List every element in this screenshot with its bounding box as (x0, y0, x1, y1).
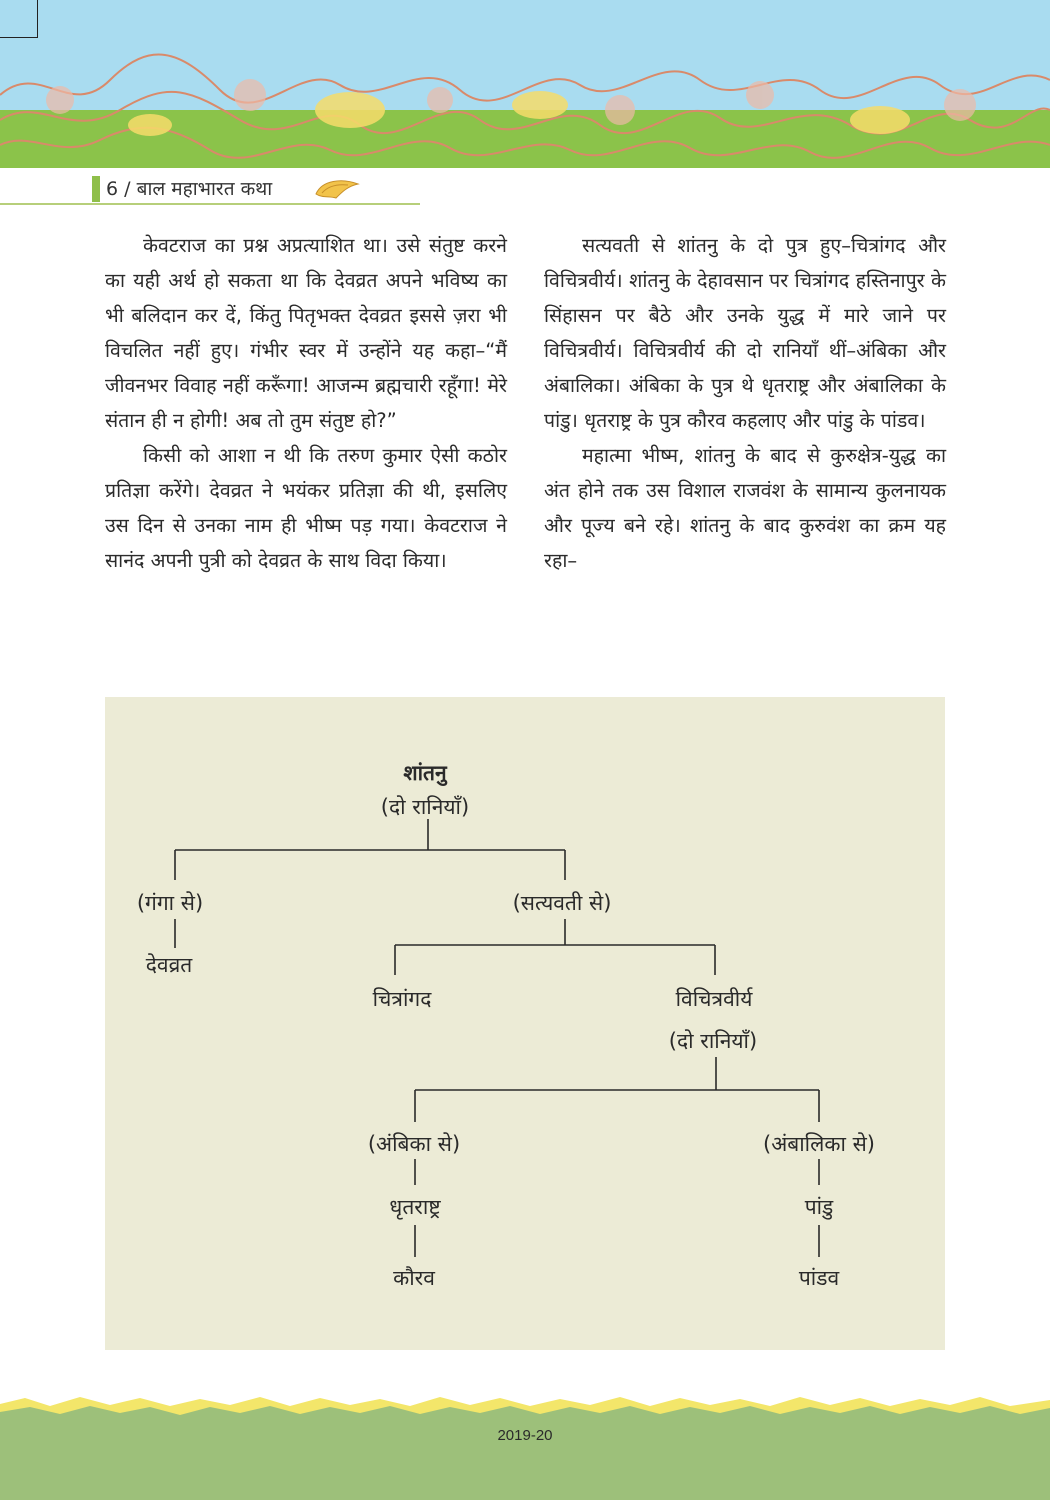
tree-node-devavrata: देवव्रत (145, 953, 193, 977)
footer-year: 2019-20 (497, 1427, 553, 1444)
tree-node-kauravas: कौरव (393, 1266, 435, 1290)
tree-node-ambalika: (अंबालिका से) (763, 1132, 875, 1156)
tree-node-pandu: पांडु (804, 1195, 834, 1219)
crop-mark (37, 0, 38, 38)
right-text-column (544, 228, 946, 578)
left-text-column (105, 228, 507, 578)
crop-mark (0, 37, 38, 38)
paragraph: किसी को आशा न थी कि तरुण कुमार ऐसी कठोर प्रतिज्ञा करेंगे। देवव्रत ने भयंकर प्रतिज्ञा की थी, इसलिए उस दिन से उनका नाम ही भीष्म पड़ गया। केवटराज ने सानंद अपनी पुत्री को देवव्रत के साथ विदा किया। (105, 444, 507, 572)
tree-node-chitrangada: चित्रांगद (372, 987, 432, 1011)
tree-node-ganga: (गंगा से) (136, 891, 204, 915)
book-title: बाल महाभारत कथा (136, 178, 273, 200)
tree-node-vichitravirya: विचित्रवीर्य (675, 987, 753, 1011)
running-header (106, 175, 272, 201)
footer-band (0, 1392, 1050, 1500)
header-accent-bar (92, 176, 100, 202)
paragraph: महात्मा भीष्म, शांतनु के बाद से कुरुक्षेत्र-युद्ध का अंत होने तक उस विशाल राजवंश के सामान्य कुलनायक और पूज्य बने रहे। शांतनु के बाद कुरुवंश का क्रम यह रहा– (544, 444, 946, 572)
family-tree-diagram (105, 697, 945, 1350)
tree-connector-lines (105, 697, 945, 1350)
paragraph: केवटराज का प्रश्न अप्रत्याशित था। उसे संतुष्ट करने का यही अर्थ हो सकता था कि देवव्रत अपने भविष्य का भी बलिदान कर दें, किंतु पितृभक्त देवव्रत इससे ज़रा भी विचलित नहीं हुए। गंभीर स्वर में उन्होंने यह कहा–“मैं जीवनभर विवाह नहीं करूँगा! आजन्म ब्रह्मचारी रहूँगा! मेरे संतान ही न होगी! अब तो तुम संतुष्ट हो?” (105, 234, 507, 432)
header-separator: / (124, 178, 131, 200)
tree-node-pandavas: पांडव (798, 1266, 840, 1290)
tree-note-shantanu-queens: (दो रानियाँ) (380, 795, 470, 819)
tree-node-shantanu: शांतनु (403, 761, 447, 785)
conch-ornament-icon (312, 176, 362, 202)
tree-note-vichitravirya-queens: (दो रानियाँ) (668, 1029, 758, 1053)
paragraph: सत्यवती से शांतनु के दो पुत्र हुए–चित्रांगद और विचित्रवीर्य। शांतनु के देहावसान पर चित्रांगद हस्तिनापुर के सिंहासन पर बैठे और उनके युद्ध में मारे जाने पर विचित्रवीर्य। विचित्रवीर्य की दो रानियाँ थीं–अंबिका और अंबालिका। अंबिका के पुत्र थे धृतराष्ट्र और अंबालिका के पांडु। धृतराष्ट्र के पुत्र कौरव कहलाए और पांडु के पांडव। (544, 234, 946, 432)
tree-node-satyavati: (सत्यवती से) (512, 891, 612, 915)
header-banner-illustration (0, 0, 1050, 195)
page-number: 6 (106, 178, 119, 200)
tree-node-ambika: (अंबिका से) (367, 1132, 461, 1156)
header-rule (0, 203, 420, 205)
tree-node-dhritarashtra: धृतराष्ट्र (389, 1195, 441, 1219)
